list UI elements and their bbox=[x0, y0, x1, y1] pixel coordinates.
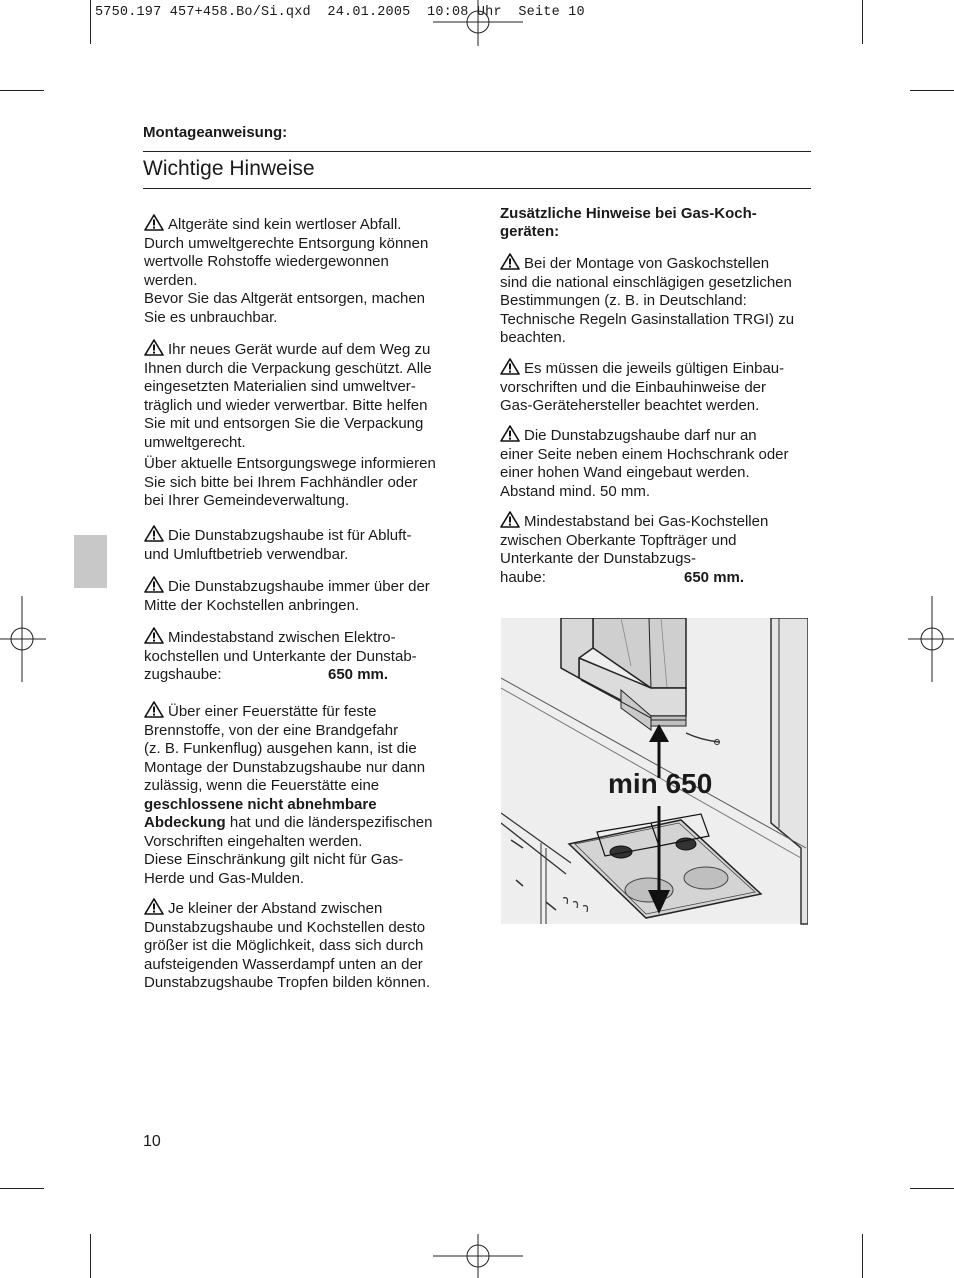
note-line: Sie sich bitte bei Ihrem Fachhändler oder bbox=[144, 473, 418, 491]
note-line: Altgeräte sind kein wertloser Abfall. bbox=[168, 216, 402, 233]
value-label: haube: bbox=[500, 568, 546, 586]
registration-mark-icon bbox=[0, 596, 46, 682]
note-line: Die Dunstabzugshaube darf nur an bbox=[524, 427, 757, 444]
note-line: Abstand mind. 50 mm. bbox=[500, 482, 651, 500]
warning-icon bbox=[500, 425, 520, 442]
registration-mark-icon bbox=[433, 1234, 523, 1278]
warning-icon bbox=[144, 576, 164, 593]
crop-mark bbox=[0, 90, 44, 91]
divider bbox=[143, 151, 811, 152]
note-packaging bbox=[144, 339, 432, 452]
installation-figure bbox=[501, 618, 808, 954]
note-line: Sie mit und entsorgen Sie die Verpackung bbox=[144, 415, 424, 432]
note-line: Sie es unbrauchbar. bbox=[144, 308, 278, 326]
note-bold-word: Abdeckung bbox=[144, 814, 226, 831]
note-line-bold: geschlossene nicht abnehmbare bbox=[144, 795, 377, 813]
note-line: Gas-Gerätehersteller beachtet werden. bbox=[500, 397, 760, 414]
note-min-distance-gas bbox=[500, 511, 768, 587]
note-line: Über aktuelle Entsorgungswege informieren bbox=[144, 455, 436, 472]
note-min-distance-electric bbox=[144, 627, 417, 685]
warning-icon bbox=[144, 339, 164, 356]
note-line: Ihnen durch die Verpackung geschützt. Alle bbox=[144, 359, 432, 377]
warning-icon bbox=[500, 253, 520, 270]
warning-icon bbox=[500, 511, 520, 528]
note-line: Mitte der Kochstellen anbringen. bbox=[144, 596, 360, 614]
note-line: einer Seite neben einem Hochschrank oder bbox=[500, 445, 789, 463]
warning-icon bbox=[144, 898, 164, 915]
note-line: eingesetzten Materialien sind umweltver- bbox=[144, 378, 416, 395]
divider bbox=[143, 188, 811, 189]
note-line: Es müssen die jeweils gültigen Einbau- bbox=[524, 360, 785, 377]
crop-mark bbox=[90, 1234, 91, 1278]
value-label: zugshaube: bbox=[144, 666, 222, 683]
note-line: Unterkante der Dunstabzugs- bbox=[500, 550, 696, 567]
subheading-gas bbox=[500, 205, 757, 240]
note-center-mounting bbox=[144, 576, 430, 615]
note-line: zulässig, wenn die Feuerstätte eine bbox=[144, 777, 380, 794]
note-line: und Umluftbetrieb verwendbar. bbox=[144, 545, 349, 563]
crop-mark bbox=[0, 1188, 44, 1189]
note-line: Brennstoffe, von der eine Brandgefahr bbox=[144, 721, 399, 739]
note-exhaust-mode bbox=[144, 525, 411, 564]
note-line: Die Dunstabzugshaube immer über der bbox=[168, 578, 430, 595]
distance-value: 650 mm. bbox=[684, 568, 745, 586]
registration-mark-icon bbox=[433, 0, 523, 46]
subheading-line: Zusätzliche Hinweise bei Gas-Koch- bbox=[500, 205, 757, 222]
note-line: Bestimmungen (z. B. in Deutschland: bbox=[500, 292, 747, 309]
note-line: träglich und wieder verwertbar. Bitte helfen bbox=[144, 396, 428, 414]
note-line: (z. B. Funkenflug) ausgehen kann, ist die bbox=[144, 740, 417, 757]
section-label: Montageanweisung: bbox=[143, 124, 288, 141]
note-line: Diese Einschränkung gilt nicht für Gas- bbox=[144, 851, 404, 868]
note-installation-rules bbox=[500, 358, 784, 416]
note-line: zwischen Oberkante Topfträger und bbox=[500, 531, 737, 549]
note-disposal-info bbox=[144, 455, 436, 511]
crop-mark bbox=[862, 0, 863, 44]
note-line: Dunstabzugshaube Tropfen bilden können. bbox=[144, 974, 431, 991]
warning-icon bbox=[144, 627, 164, 644]
note-line: größer ist die Möglichkeit, dass sich durch bbox=[144, 937, 424, 954]
page-number: 10 bbox=[143, 1133, 161, 1150]
note-line: Durch umweltgerechte Entsorgung können bbox=[144, 234, 429, 252]
note-line: Über einer Feuerstätte für feste bbox=[168, 703, 377, 720]
note-line: Herde und Gas-Mulden. bbox=[144, 869, 305, 887]
warning-icon bbox=[500, 358, 520, 375]
crop-mark bbox=[862, 1234, 863, 1278]
note-line: kochstellen und Unterkante der Dunstab- bbox=[144, 647, 417, 665]
note-line: Mindestabstand zwischen Elektro- bbox=[168, 629, 396, 646]
note-line: Ihr neues Gerät wurde auf dem Weg zu bbox=[168, 341, 431, 358]
min-distance-label: min 650 bbox=[608, 768, 713, 799]
note-solid-fuel bbox=[144, 701, 433, 888]
note-line: beachten. bbox=[500, 329, 566, 346]
crop-mark bbox=[910, 1188, 954, 1189]
note-line: wertvolle Rohstoffe wiedergewonnen bbox=[144, 253, 389, 270]
warning-icon bbox=[144, 214, 164, 231]
note-line: werden. bbox=[144, 271, 198, 289]
note-line: Dunstabzugshaube und Kochstellen desto bbox=[144, 918, 426, 936]
note-line: Vorschriften eingehalten werden. bbox=[144, 832, 363, 850]
note-line: vorschriften und die Einbauhinweise der bbox=[500, 378, 766, 396]
crop-mark bbox=[910, 90, 954, 91]
note-line: Mindestabstand bei Gas-Kochstellen bbox=[524, 513, 769, 530]
note-side-clearance bbox=[500, 425, 789, 501]
subheading-line: geräten: bbox=[500, 222, 560, 240]
note-gas-regulations bbox=[500, 253, 794, 348]
note-line: sind die national einschlägigen gesetzlichen bbox=[500, 273, 792, 291]
crop-mark bbox=[90, 0, 91, 44]
chapter-tab bbox=[74, 535, 107, 588]
print-slug: 5750.197 457+458.Bo/Si.qxd 24.01.2005 10:08 Uhr Seite 10 bbox=[95, 5, 585, 20]
note-old-appliances bbox=[144, 214, 428, 327]
note-line: einer hohen Wand eingebaut werden. bbox=[500, 464, 750, 481]
note-line: Technische Regeln Gasinstallation TRGI) zu bbox=[500, 310, 795, 328]
note-line: Bei der Montage von Gaskochstellen bbox=[524, 255, 770, 272]
note-line: umweltgerecht. bbox=[144, 433, 246, 451]
warning-icon bbox=[144, 525, 164, 542]
note-line: hat und die länderspezifischen bbox=[225, 814, 433, 831]
warning-icon bbox=[144, 701, 164, 718]
note-line: Bevor Sie das Altgerät entsorgen, machen bbox=[144, 290, 426, 307]
note-line: Montage der Dunstabzugshaube nur dann bbox=[144, 758, 426, 776]
note-line: aufsteigenden Wasserdampf unten an der bbox=[144, 955, 423, 973]
registration-mark-icon bbox=[908, 596, 954, 682]
page-title: Wichtige Hinweise bbox=[143, 157, 315, 180]
note-line: Je kleiner der Abstand zwischen bbox=[168, 900, 383, 917]
note-line: Die Dunstabzugshaube ist für Abluft- bbox=[168, 527, 412, 544]
note-condensation bbox=[144, 898, 430, 993]
note-line: bei Ihrer Gemeindeverwaltung. bbox=[144, 492, 350, 509]
distance-value: 650 mm. bbox=[328, 666, 389, 683]
